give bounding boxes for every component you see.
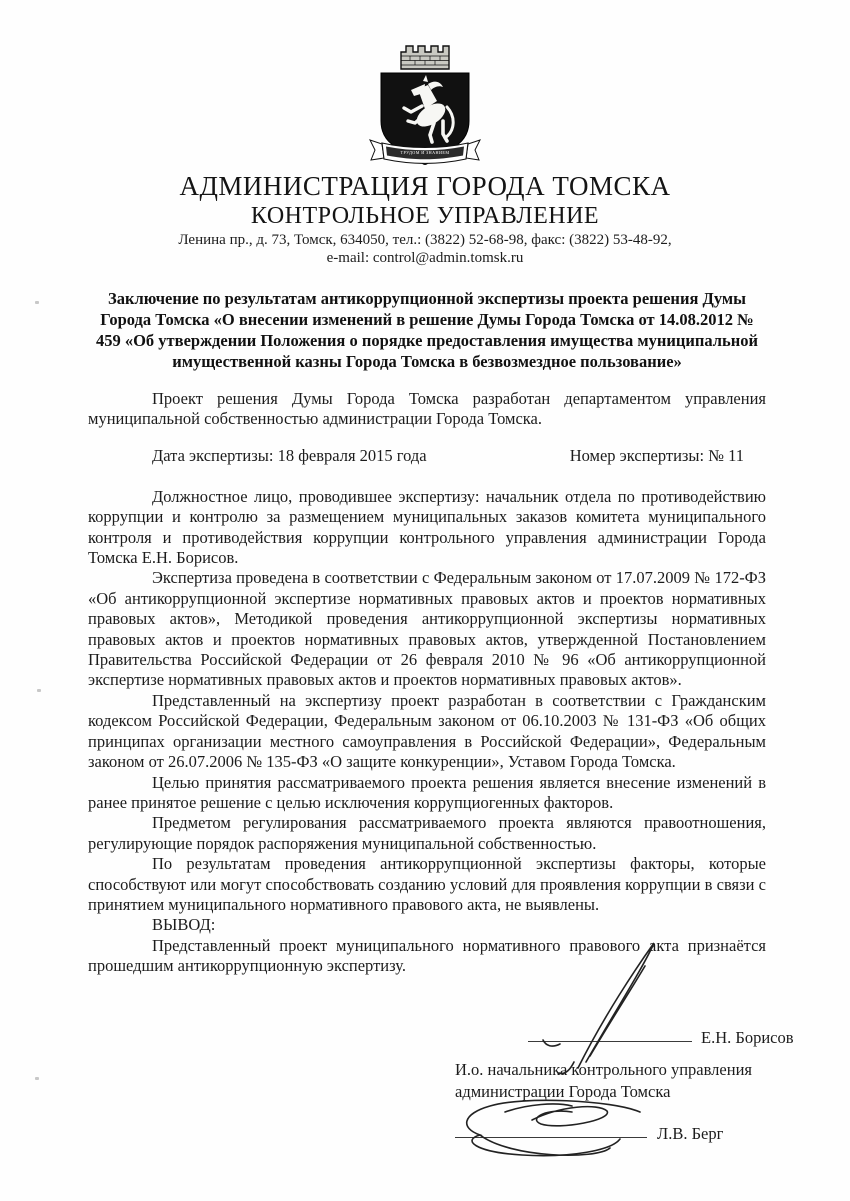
department-name: КОНТРОЛЬНОЕ УПРАВЛЕНИЕ [250,203,600,229]
scan-speck-marks [35,301,41,1080]
paragraph-purpose: Целью принятия рассматриваемого проекта решения является внесение изменений в ранее принятое решение с целью исключения коррупциогенных факторов. [88,772,766,812]
paragraph-subject: Предметом регулирования рассматриваемого проекта являются правоотношения, регулирующие порядок распоряжения муниципальной собственностью. [88,813,766,853]
paragraph-legal-basis: Экспертиза проведена в соответствии с Федеральным законом от 17.07.2009 № 172-ФЗ «Об антикоррупционной экспертизе нормативных правовых актов и проектов нормативных правовых актов», Методикой проведения антикоррупционной экспертизы нормативных правовых актов и проектов нормативных правовых актов, утвержденной Постановлением Правительства Российской Федерации от 26 февраля 2010 № 96 «Об антикоррупционной экспертизе нормативных правовых актов и проектов нормативных правовых актов». [88,568,766,690]
signature-line-berg [455,1123,647,1138]
motto-text: ТРУДОМ И ЗНАНИЕМ [400,150,450,155]
document-title: Заключение по результатам антикоррупционной экспертизы проекта решения Думы Города Томска «О внесении изменений в решение Думы Города Томска от 14.08.2012 № 459 «Об утверждении Положения о порядке предоставления имущества муниципальной имущественной казны Города Томска в безвозмездное пользование» [95,289,759,371]
approver-title [455,1059,752,1103]
conclusion-heading: ВЫВОД: [152,915,216,935]
expertise-meta-row [88,445,766,466]
paragraph-results: По результатам проведения антикоррупционной экспертизы факторы, которые способствуют или могут способствовать созданию условий для проявления коррупции в связи с принятием муниципального нормативного правового акта, не выявлены. [88,854,766,914]
tomsk-coat-of-arms [368,42,482,168]
document-body [88,288,766,977]
paragraph-project-author: Проект решения Думы Города Томска разработан департаментом управления муниципальной собственностью администрации Города Томска. [88,389,766,429]
signer-name-borisov: Е.Н. Борисов [701,1028,794,1047]
paragraph-conclusion: Представленный проект муниципального нормативного правового акта признаётся прошедшим антикоррупционную экспертизу. [88,935,766,976]
paragraph-official: Должностное лицо, проводившее экспертизу: начальник отдела по противодействию коррупции и контролю за размещением муниципальных заказов комитета муниципального контроля и противодействия коррупции контрольного управления администрации Города Томска Е.Н. Борисов. [88,486,766,568]
paragraph-project-compliance: Представленный на экспертизу проект разработан в соответствии с Гражданским кодексом Российской Федерации, Федеральным законом от 06.10.2003 № 131-ФЗ «Об общих принципах организации местного самоуправления в Российской Федерации», Федеральным законом от 26.07.2006 № 135-ФЗ «О защите конкуренции», Уставом Города Томска. [88,690,766,772]
signature-line-borisov [528,1027,692,1042]
address-line: Ленина пр., д. 73, Томск, 634050, тел.: (3822) 52-68-98, факс: (3822) 53-48-92, [178,232,672,248]
letterhead [0,170,850,267]
approver-title-line1: И.о. начальника контрольного управления [455,1060,752,1079]
email-line: e-mail: control@admin.tomsk.ru [326,250,524,266]
mural-crown-icon [401,46,449,69]
expertise-date: Дата экспертизы: 18 февраля 2015 года [152,445,427,465]
organization-name: АДМИНИСТРАЦИЯ ГОРОДА ТОМСКА [179,171,671,201]
signer-name-berg: Л.В. Берг [657,1124,724,1143]
expertise-number: Номер экспертизы: № 11 [569,445,744,465]
approver-title-line2: администрации Города Томска [455,1082,671,1101]
